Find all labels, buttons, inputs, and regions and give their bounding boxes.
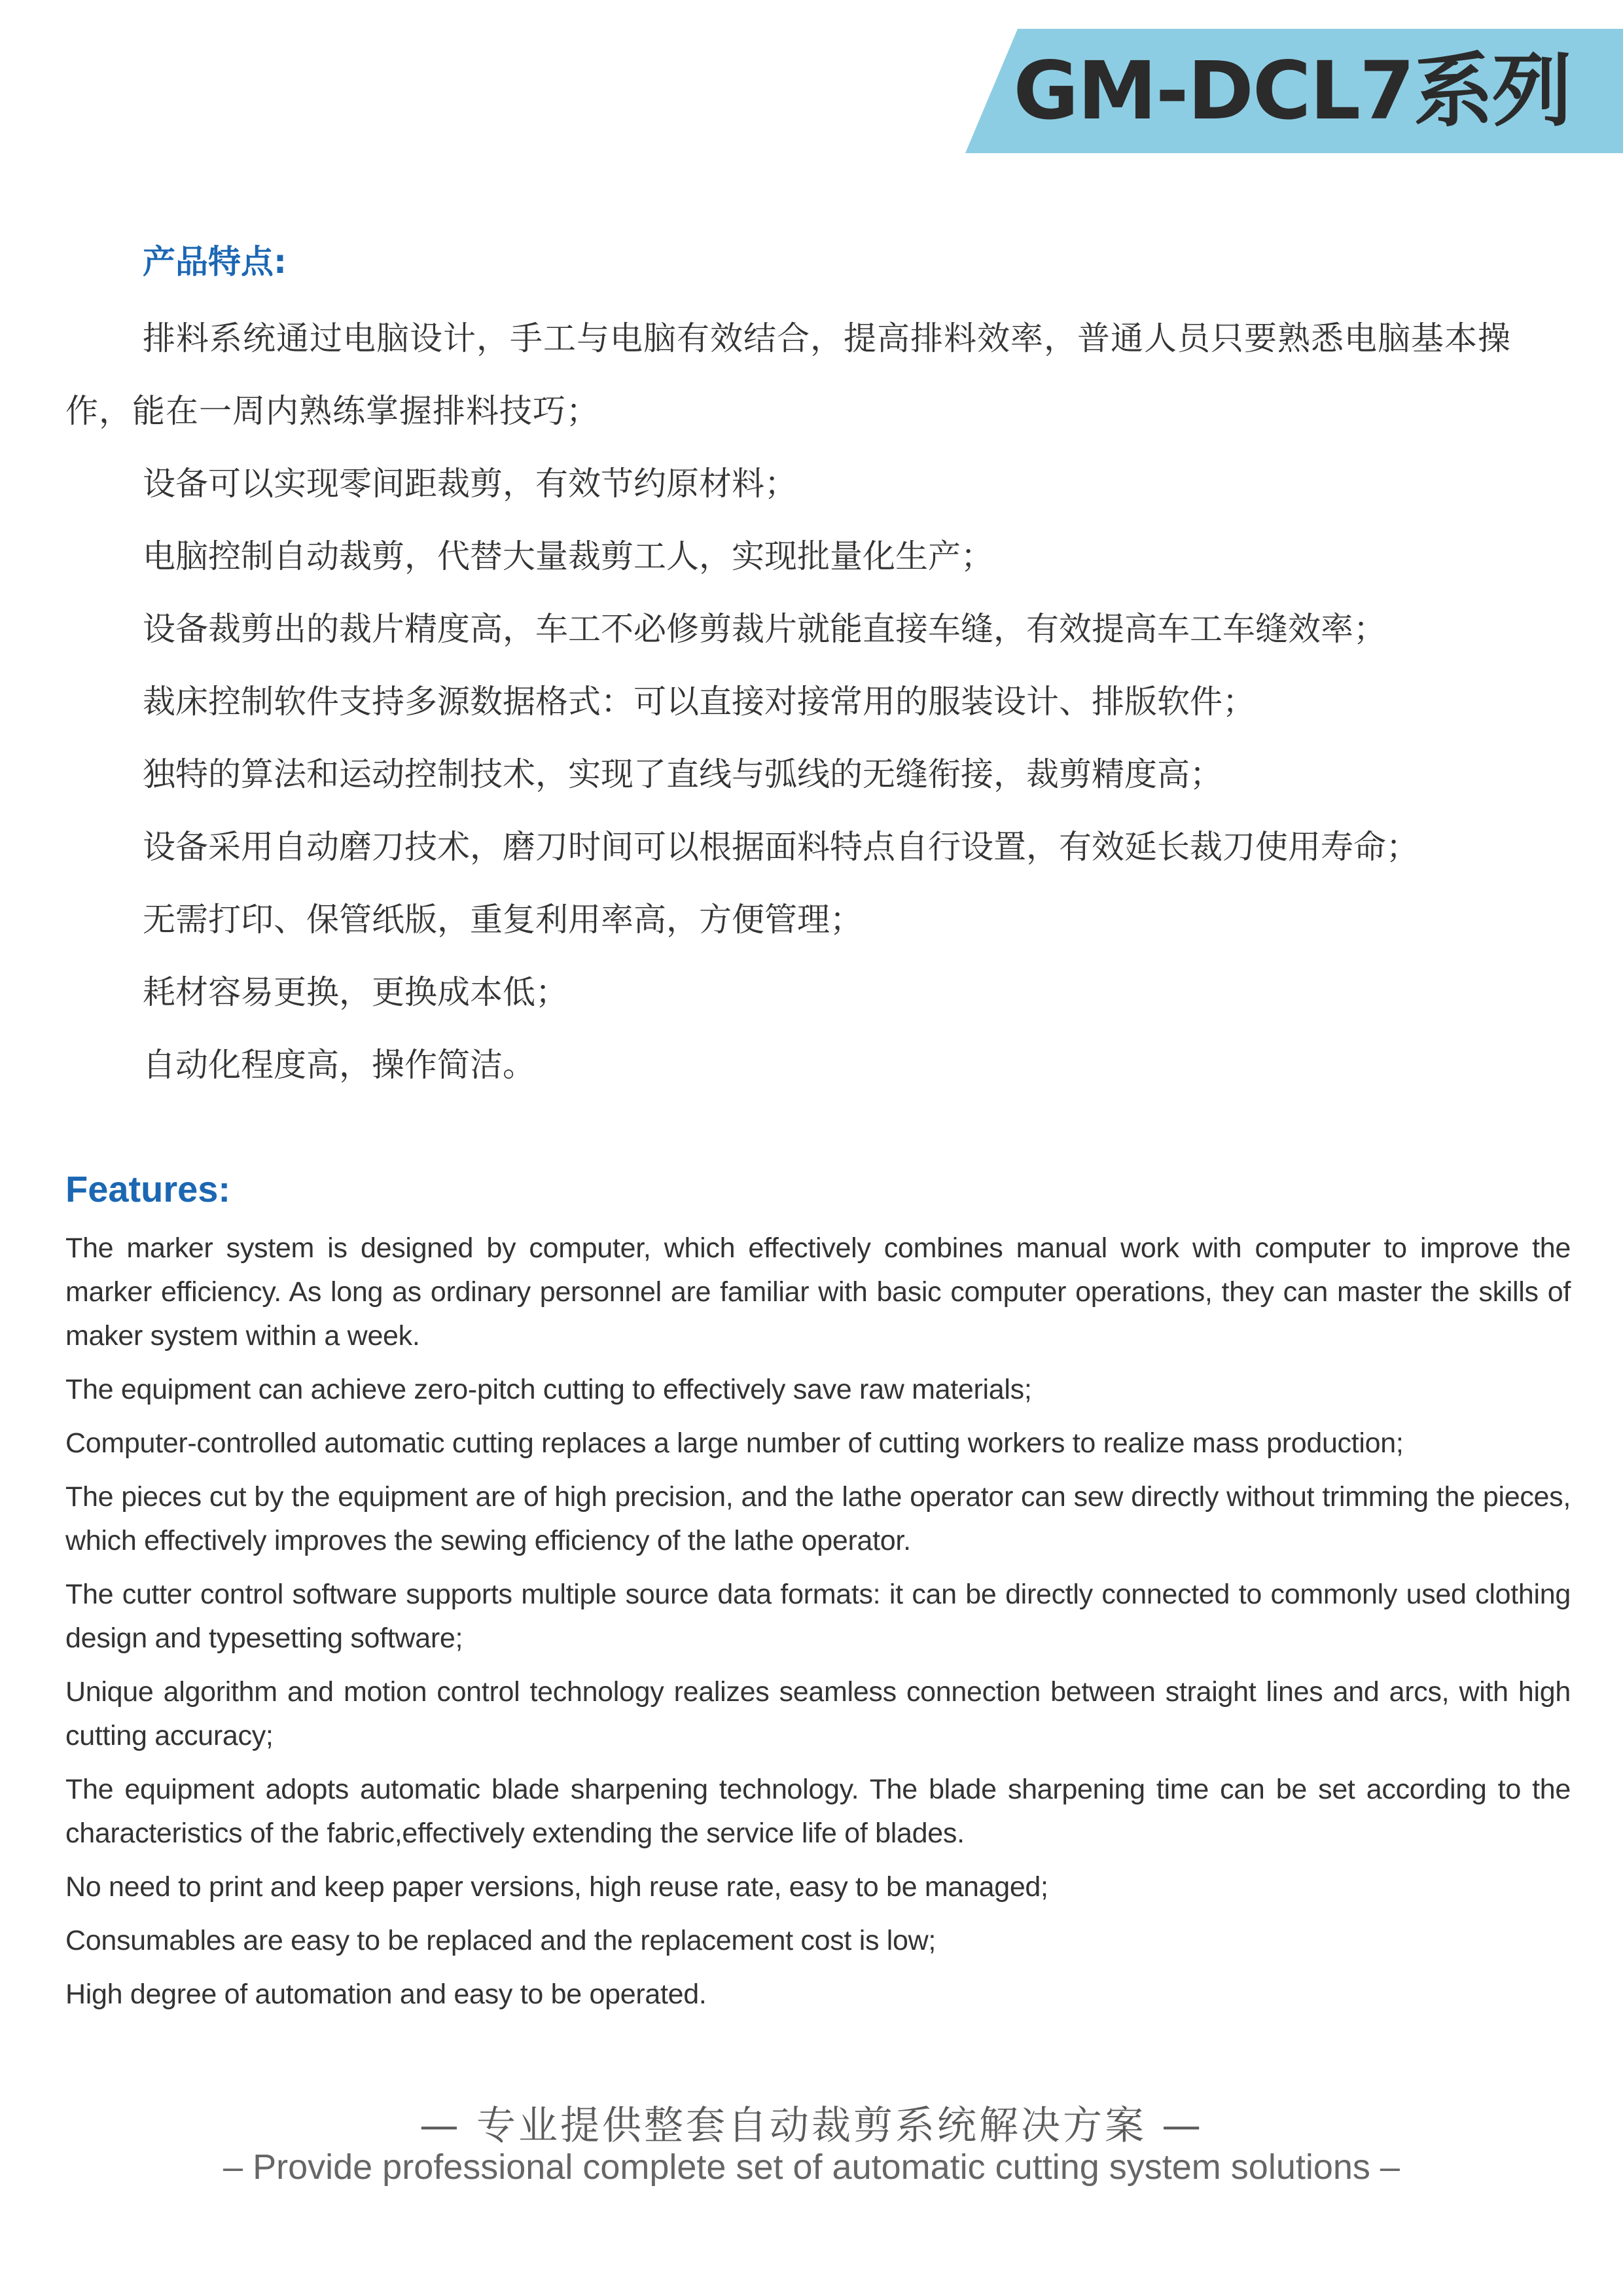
list-item: No need to print and keep paper versions, high reuse rate, easy to be managed;: [65, 1871, 1048, 1903]
cn-features-heading: 产品特点:: [143, 243, 287, 281]
page-title: GM-DCL7系列: [1013, 45, 1571, 137]
list-item: Unique algorithm and motion control technology realizes seamless connection between straight lines and arcs, with high cutting accuracy;: [65, 1676, 1571, 1751]
list-item: 裁床控制软件支持多源数据格式：可以直接对接常用的服装设计、排版软件；: [143, 683, 1255, 721]
list-item: 设备采用自动磨刀技术，磨刀时间可以根据面料特点自行设置，有效延长裁刀使用寿命；: [143, 828, 1419, 866]
list-item: The equipment can achieve zero-pitch cutting to effectively save raw materials;: [65, 1374, 1032, 1405]
cn-features-list: [65, 302, 1571, 1102]
list-item: 电脑控制自动裁剪，代替大量裁剪工人，实现批量化生产；: [143, 537, 993, 575]
list-item: The pieces cut by the equipment are of high precision, and the lathe operator can sew directly without trimming the pieces, which effectively improves the sewing efficiency of the lathe operator.: [65, 1481, 1571, 1556]
footer-slogan-cn: — 专业提供整套自动裁剪系统解决方案 —: [419, 2103, 1204, 2149]
list-item: High degree of automation and easy to be operated.: [65, 1979, 707, 2010]
list-item: 设备裁剪出的裁片精度高，车工不必修剪裁片就能直接车缝，有效提高车工车缝效率；: [143, 610, 1386, 648]
list-item: The cutter control software supports multiple source data formats: it can be directly connected to commonly used clothing design and typesetting software;: [65, 1579, 1571, 1654]
list-item: 独特的算法和运动控制技术，实现了直线与弧线的无缝衔接，裁剪精度高；: [143, 755, 1222, 793]
list-item: 设备可以实现零间距裁剪，有效节约原材料；: [143, 465, 797, 503]
list-item: Computer-controlled automatic cutting replaces a large number of cutting workers to realize mass production;: [65, 1427, 1404, 1459]
list-item: 自动化程度高，操作简洁。: [143, 1046, 535, 1084]
en-features-list: [65, 1227, 1571, 2026]
footer-slogan-en: – Provide professional complete set of automatic cutting system solutions –: [223, 2147, 1400, 2187]
list-item: The equipment adopts automatic blade sharpening technology. The blade sharpening time can be set according to the characteristics of the fabric,effectively extending the service life of blades.: [65, 1774, 1571, 1849]
list-item: 耗材容易更换，更换成本低；: [143, 973, 568, 1011]
list-item: 无需打印、保管纸版，重复利用率高，方便管理；: [143, 901, 863, 939]
list-item: 排料系统通过电脑设计，手工与电脑有效结合，提高排料效率，普通人员只要熟悉电脑基本操作，能在一周内熟练掌握排料技巧；: [65, 319, 1511, 430]
en-features-heading: Features:: [65, 1168, 231, 1210]
list-item: Consumables are easy to be replaced and the replacement cost is low;: [65, 1925, 936, 1956]
list-item: The marker system is designed by computer, which effectively combines manual work with computer to improve the marker efficiency. As long as ordinary personnel are familiar with basic computer operations, they can master the skills of maker system within a week.: [65, 1232, 1571, 1352]
